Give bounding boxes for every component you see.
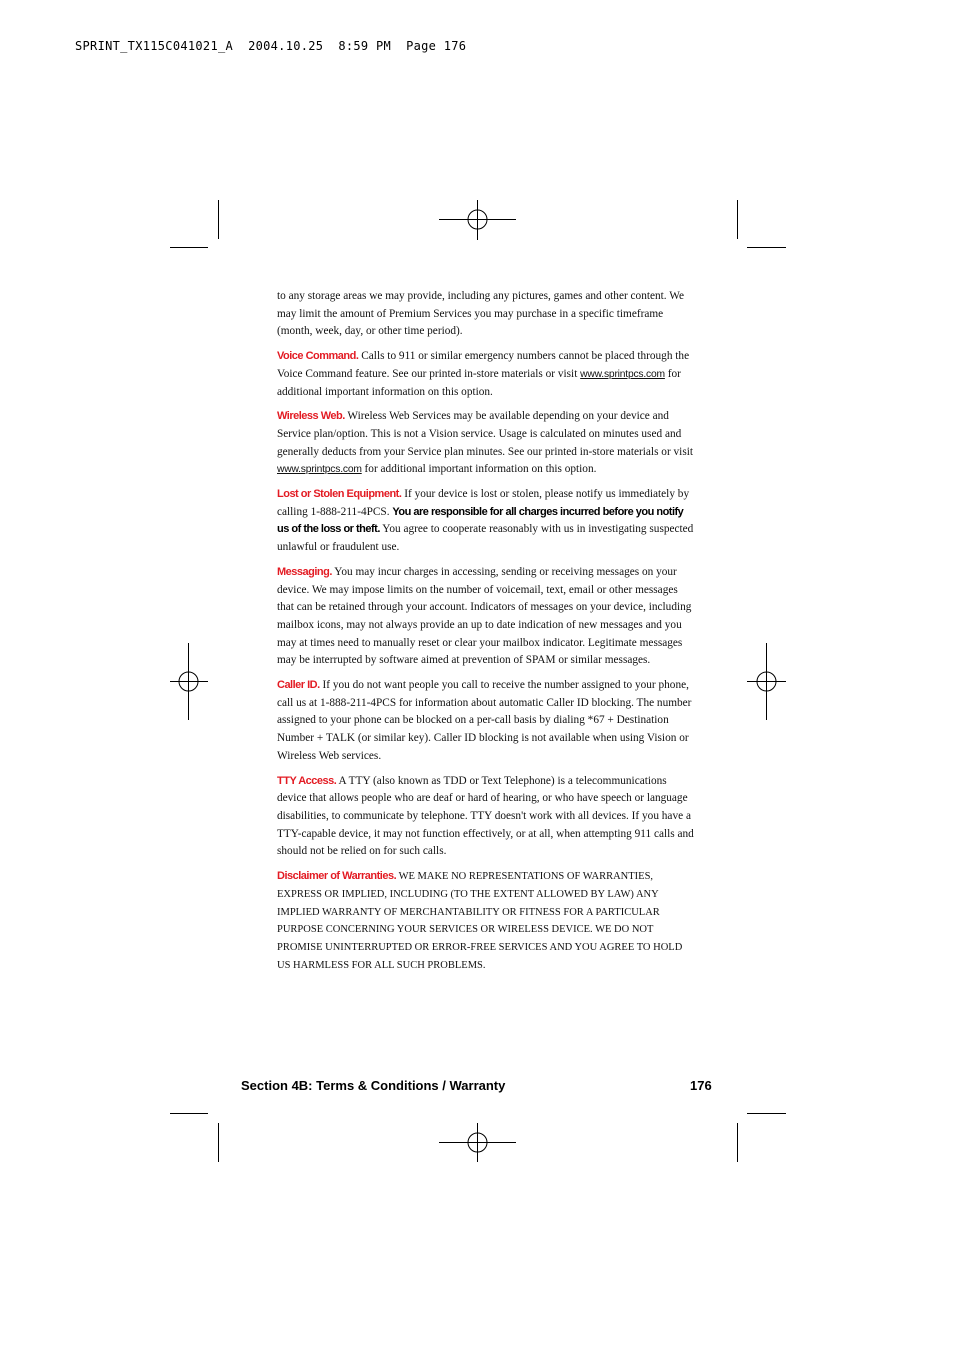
disclaimer-heading: Disclaimer of Warranties. [277, 870, 397, 883]
voice-command-text-2: for additional important information on this option. [277, 367, 681, 398]
page-number: 176 [690, 1078, 712, 1093]
tty-access-text: A TTY (also known as TDD or Text Telephone) is a telecommunications device that allows people who are deaf or hard of hearing, or who have speech or language disabilities, to communicate by telephone. TTY doesn't work with all devices. If you have a TTY-capable device, it may not function effectively, or at all, when attempting 911 calls and should not be relied on for such calls. [277, 774, 694, 858]
lost-stolen-paragraph [277, 486, 695, 557]
lost-stolen-bold: You are responsible for all charges incurred before you notify us of the loss or theft. [277, 505, 684, 536]
terms-body [277, 288, 695, 981]
lost-stolen-text-2: You agree to cooperate reasonably with us in investigating suspected unlawful or fraudulent use. [277, 523, 694, 554]
wireless-web-link[interactable]: www.sprintpcs.com [277, 464, 362, 476]
caller-id-paragraph [277, 677, 695, 766]
registration-mark-right [747, 643, 786, 720]
registration-mark-bottom [439, 1123, 516, 1162]
voice-command-paragraph [277, 348, 695, 401]
wireless-web-text-2: for additional important information on this option. [361, 463, 597, 476]
wireless-web-text-1: Wireless Web Services may be available depending on your device and Service plan/option. This is not a Vision service. Usage is calculated on minutes used and generally deducts from your Service plan minutes. See our printed in-store materials or visit [277, 410, 693, 458]
lost-stolen-heading: Lost or Stolen Equipment. [277, 488, 402, 501]
lost-stolen-text-1: If your device is lost or stolen, please notify us immediately by calling 1-888-211-4PCS. [277, 488, 690, 518]
messaging-text: You may incur charges in accessing, sending or receiving messages on your device. We may impose limits on the number of voicemail, text, email or other messages that can be retained through your account. Indicators of messages on your device, including mailbox icons, may not always provide an up to date indication of new messages and you may at times need to manually reset or clear your mailbox indicator. Legitimate messages may be interrupted by software aimed at prevention of SPAM or similar messages. [277, 565, 692, 667]
tty-access-paragraph [277, 773, 695, 862]
caller-id-text: If you do not want people you call to receive the number assigned to your phone, call us at 1-888-211-4PCS for information about automatic Caller ID blocking. The number assigned to your phone can be blocked on a per-call basis by dialing *67 + Destination Number + TALK (or similar key). Caller ID blocking is not available when using Vision or Wireless Web services. [277, 679, 692, 762]
voice-command-text-1: Calls to 911 or similar emergency numbers cannot be placed through the Voice Command feature. See our printed in-store materials or visit [277, 350, 690, 380]
section-footer: Section 4B: Terms & Conditions / Warranty [241, 1078, 506, 1093]
print-slug: SPRINT_TX115C041021_A 2004.10.25 8:59 PM Page 176 [75, 39, 467, 53]
wireless-web-heading: Wireless Web. [277, 410, 345, 423]
caller-id-heading: Caller ID. [277, 679, 320, 692]
messaging-heading: Messaging. [277, 565, 332, 578]
disclaimer-text: WE MAKE NO REPRESENTATIONS OF WARRANTIES, EXPRESS OR IMPLIED, INCLUDING (TO THE EXTENT ALLOWED BY LAW) ANY IMPLIED WARRANTY OF MERCHANTABILITY OR FITNESS FOR A PARTICULAR PURPOSE CONCERNING YOUR SERVICES OR WIRELESS DEVICE. WE DO NOT PROMISE UNINTERRUPTED OR ERROR-FREE SERVICES AND YOU AGREE TO HOLD US HARMLESS FOR ALL SUCH PROBLEMS. [277, 871, 683, 971]
intro-paragraph: to any storage areas we may provide, including any pictures, games and other content. We may limit the amount of Premium Services you may purchase in a specific timeframe (month, week, day, or other time period). [277, 290, 685, 338]
voice-command-link[interactable]: www.sprintpcs.com [580, 368, 665, 380]
wireless-web-paragraph [277, 408, 695, 479]
voice-command-heading: Voice Command. [277, 350, 359, 363]
registration-mark-left [170, 643, 208, 720]
disclaimer-paragraph [277, 868, 695, 974]
registration-mark-top [439, 200, 516, 240]
tty-access-heading: TTY Access. [277, 774, 337, 787]
messaging-paragraph [277, 564, 695, 670]
